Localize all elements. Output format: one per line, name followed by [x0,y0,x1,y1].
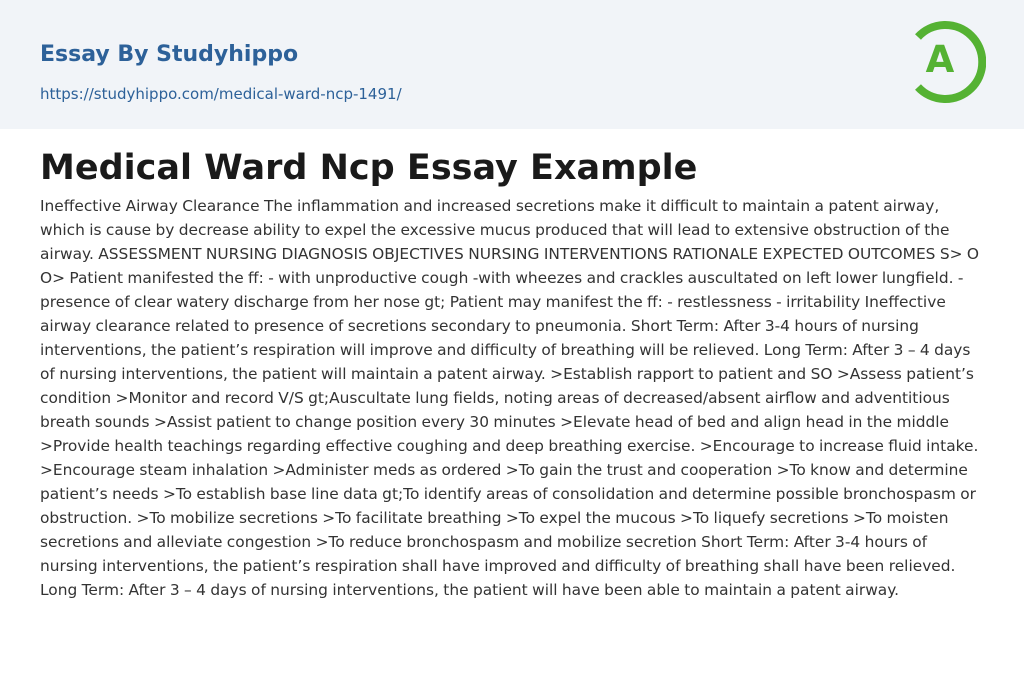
page-url-link[interactable]: https://studyhippo.com/medical-ward-ncp-1491/ [40,85,402,103]
site-brand[interactable]: Essay By Studyhippo [40,42,299,67]
site-header [0,0,1024,129]
page-title: Medical Ward Ncp Essay Example [40,148,698,188]
studyhippo-logo[interactable] [912,19,986,105]
essay-body: Ineffective Airway Clearance The inflammation and increased secretions make it difficult to maintain a patent airway, which is cause by decrease ability to expel the excessive mucus produced that will lead to extensive obstruction of the airway. ASSESSMENT NURSING DIAGNOSIS OBJECTIVES NURSING INTERVENTIONS RATIONALE EXPECTED OUTCOMES S> O O> Patient manifested the ff: - with unproductive cough -with wheezes and crackles auscultated on left lower lungfield. - presence of clear watery discharge from her nose gt; Patient may manifest the ff: - restlessness - irritability Ineffective airway clearance related to presence of secretions secondary to pneumonia. Short Term: After 3-4 hours of nursing interventions, the patient’s respiration will improve and difficulty of breathing will be relieved. Long Term: After 3 – 4 days of nursing interventions, the patient will maintain a patent airway. >Establish rapport to patient and SO >Assess patient’s condition >Monitor and record V/S gt;Auscultate lung fields, noting areas of decreased/absent airflow and adventitious breath sounds >Assist patient to change position every 30 minutes >Elevate head of bed and align head in the middle >Provide health teachings regarding effective coughing and deep breathing exercise. >Encourage to increase fluid intake. >Encourage steam inhalation >Administer meds as ordered >To gain the trust and cooperation >To know and determine patient’s needs >To establish base line data gt;To identify areas of consolidation and determine possible bronchospasm or obstruction. >To mobilize secretions >To facilitate breathing >To expel the mucous >To liquefy secretions >To moisten secretions and alleviate congestion >To reduce bronchospasm and mobilize secretion Short Term: After 3-4 hours of nursing interventions, the patient’s respiration shall have improved and difficulty of breathing shall have been relieved. Long Term: After 3 – 4 days of nursing interventions, the patient will have been able to maintain a patent airway. [40,197,979,599]
logo-letter: A [925,38,955,81]
